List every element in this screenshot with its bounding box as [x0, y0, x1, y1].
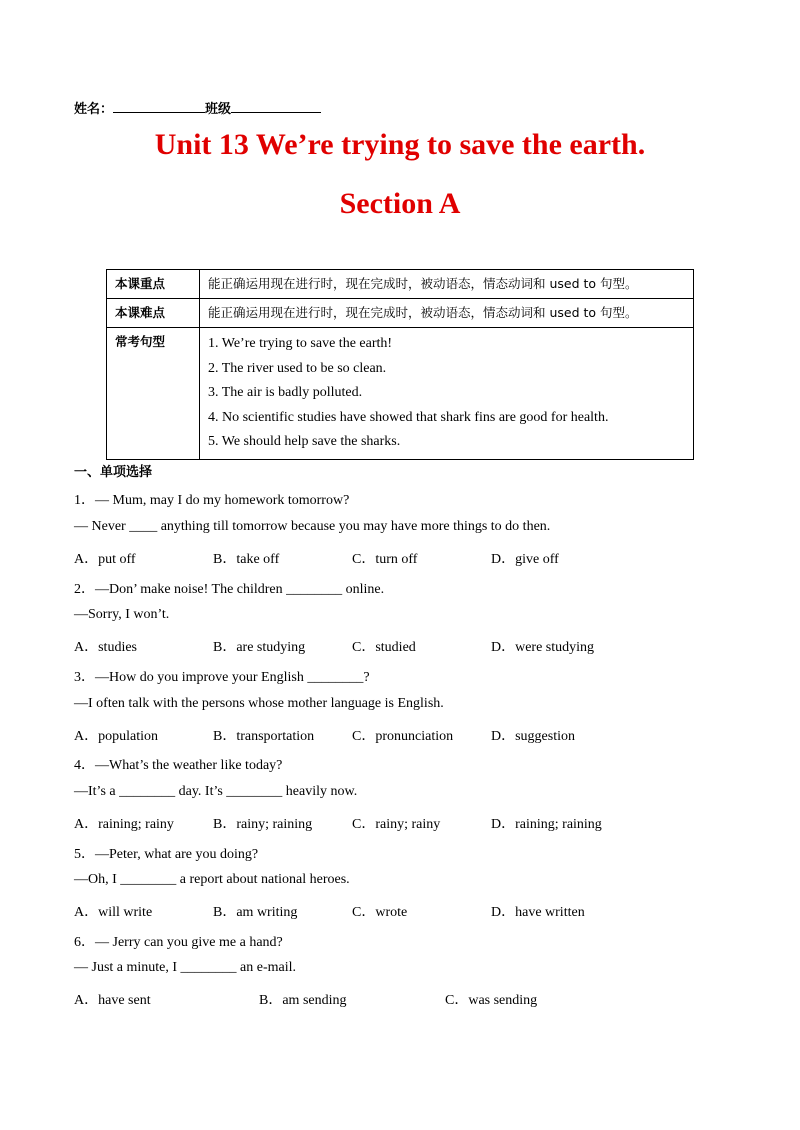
sentence-item: 5. We should help save the sharks. [208, 434, 401, 449]
question-6-option-a: A．have sent [74, 993, 151, 1008]
question-5-stem: 5．—Peter, what are you doing? [74, 847, 259, 862]
question-4-option-d: D．raining; raining [491, 817, 602, 832]
question-3-option-b: B．transportation [213, 729, 315, 744]
question-1-option-c: C．turn off [352, 552, 418, 567]
question-2-reply: —Sorry, I won’t. [74, 607, 170, 622]
sentence-item: 1. We’re trying to save the earth! [208, 336, 393, 351]
question-6-stem: 6．— Jerry can you give me a hand? [74, 935, 283, 950]
sentences-list [200, 328, 694, 460]
question-4-option-c: C．rainy; rainy [352, 817, 441, 832]
question-2-option-d: D．were studying [491, 640, 595, 655]
section-title: Section A [339, 187, 461, 220]
name-label: 姓名： [74, 102, 114, 117]
question-5-option-a: A．will write [74, 905, 153, 920]
question-4-option-a: A．raining; rainy [74, 817, 174, 832]
sentences-row [107, 328, 694, 460]
sentence-item: 3. The air is badly polluted. [208, 385, 363, 400]
difficulties-row [107, 299, 694, 328]
question-5-reply: —Oh, I ________ a report about national heroes. [74, 872, 350, 887]
question-1-option-d: D．give off [491, 552, 559, 567]
question-2-stem: 2．—Don’ make noise! The children ________ online. [74, 582, 385, 597]
question-2-option-a: A．studies [74, 640, 137, 655]
question-1-option-a: A．put off [74, 552, 136, 567]
question-3-option-c: C．pronunciation [352, 729, 454, 744]
question-5-option-d: D．have written [491, 905, 585, 920]
sentences-label: 常考句型 [107, 328, 200, 460]
class-label: 班级 [205, 102, 232, 117]
name-blank [113, 100, 205, 113]
question-1-option-b: B．take off [213, 552, 280, 567]
question-1-stem: 1．— Mum, may I do my homework tomorrow? [74, 493, 350, 508]
sentence-item: 4. No scientific studies have showed that shark fins are good for health. [208, 409, 609, 425]
question-1-reply: — Never ____ anything till tomorrow because you may have more things to do then. [74, 519, 551, 534]
difficulties-label: 本课难点 [107, 299, 200, 328]
question-2-option-c: C．studied [352, 640, 416, 655]
question-3-reply: —I often talk with the persons whose mother language is English. [74, 696, 444, 711]
question-5-option-c: C．wrote [352, 905, 408, 920]
question-2-option-b: B．are studying [213, 640, 306, 655]
sentence-item: 2. The river used to be so clean. [208, 360, 387, 376]
question-3-option-a: A．population [74, 729, 158, 744]
difficulties-text: 能正确运用现在进行时，现在完成时，被动语态，情态动词和 used to 句型。 [200, 299, 694, 328]
question-6-reply: — Just a minute, I ________ an e-mail. [74, 960, 297, 975]
class-blank [231, 100, 321, 113]
question-5-option-b: B．am writing [213, 905, 298, 920]
lesson-info-table [106, 269, 694, 460]
question-3-stem: 3．—How do you improve your English ________? [74, 670, 370, 685]
key-points-text: 能正确运用现在进行时，现在完成时，被动语态，情态动词和 used to 句型。 [200, 270, 694, 299]
question-4-stem: 4．—What’s the weather like today? [74, 758, 283, 773]
question-6-option-c: C．was sending [445, 993, 538, 1008]
question-4-option-b: B．rainy; raining [213, 817, 313, 832]
question-4-reply: —It’s a ________ day. It’s ________ heavily now. [74, 784, 358, 799]
key-points-label: 本课重点 [107, 270, 200, 299]
question-3-option-d: D．suggestion [491, 729, 575, 744]
key-points-row [107, 270, 694, 299]
unit-title: Unit 13 We’re trying to save the earth. [154, 128, 646, 161]
question-6-option-b: B．am sending [259, 993, 347, 1008]
section-heading: 一、单项选择 [74, 465, 153, 480]
student-info-line [74, 98, 321, 117]
